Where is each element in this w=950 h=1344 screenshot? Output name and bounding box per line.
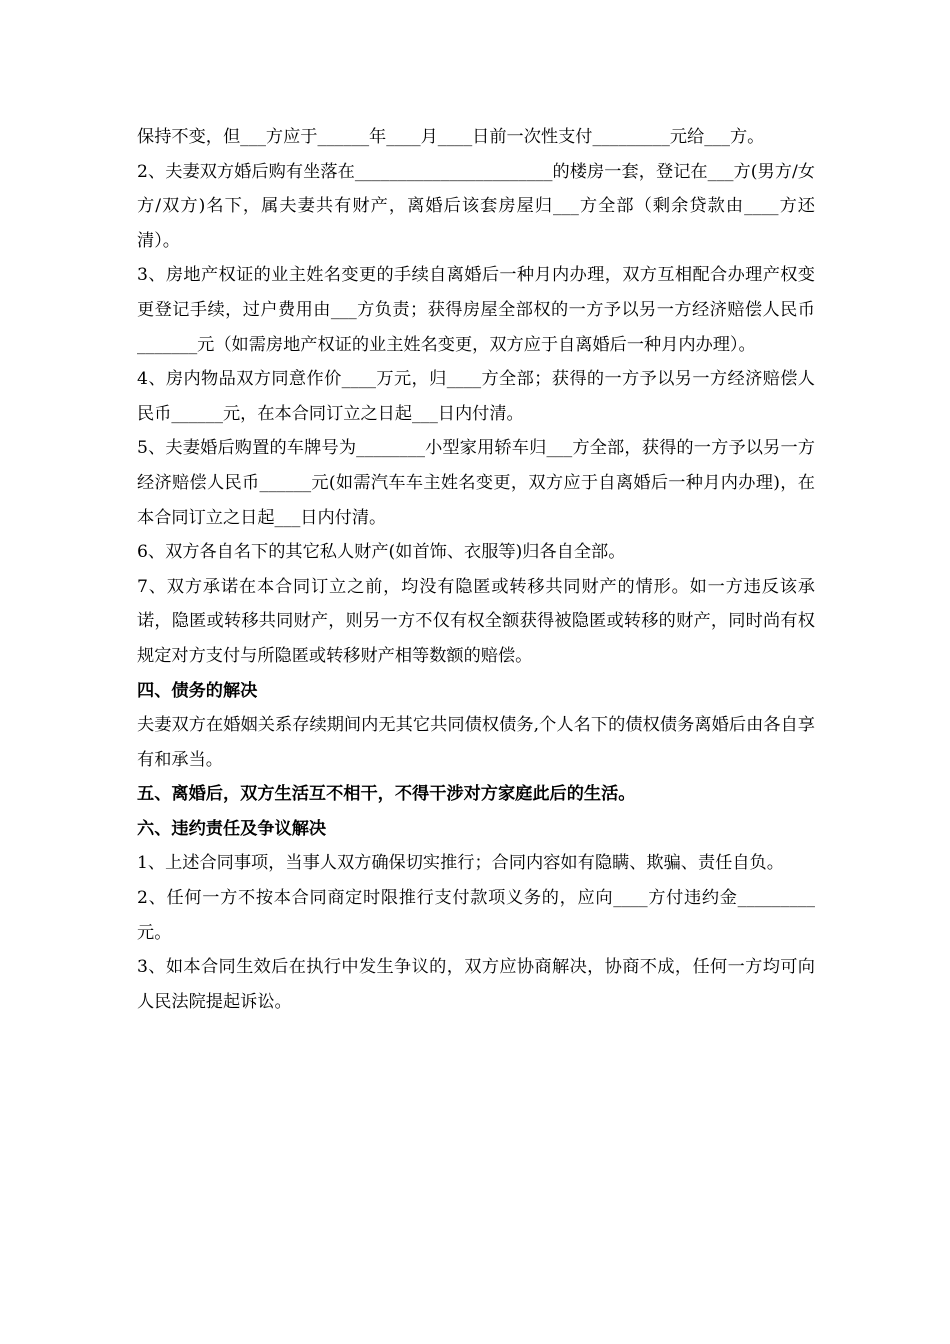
paragraph-liability-2: 2、任何一方不按本合同商定时限推行支付款项义务的，应向____方付违约金_________元。 bbox=[137, 888, 815, 943]
paragraph-item-4-household-items: 4、房内物品双方同意作价____万元，归____方全部；获得的一方予以另一方经济赔偿人民币______元，在本合同订立之日起___日内付清。 bbox=[137, 369, 815, 424]
paragraph-item-2-house: 2、夫妻双方婚后购有坐落在_______________________的楼房一套，登记在___方(男方/女方/双方)名下，属夫妻共有财产，离婚后该套房屋归___方全部（剩余贷款由____方还清）。 bbox=[137, 161, 815, 251]
paragraph-liability-1: 1、上述合同事项，当事人双方确保切实推行；合同内容如有隐瞒、欺骗、责任自负。 bbox=[137, 853, 784, 874]
paragraph-liability-3: 3、如本合同生效后在执行中发生争议的，双方应协商解决，协商不成，任何一方均可向人民法院提起诉讼。 bbox=[137, 957, 815, 1012]
paragraph-payment-terms: 保持不变，但___方应于______年____月____日前一次性支付_________元给___方。 bbox=[137, 127, 765, 147]
section-heading-debts: 四、债务的解决 bbox=[137, 680, 258, 701]
paragraph-debts: 夫妻双方在婚姻关系存续期间内无其它共同债权债务,个人名下的债权债务离婚后由各自享有和承当。 bbox=[137, 715, 815, 770]
section-heading-after-divorce: 五、离婚后，双方生活互不相干，不得干涉对方家庭此后的生活。 bbox=[137, 784, 636, 805]
paragraph-item-5-car: 5、夫妻婚后购置的车牌号为________小型家用轿车归___方全部，获得的一方予以另一方经济赔偿人民币______元(如需汽车车主姓名变更，双方应于自离婚后一种月内办理)，在本合同订立之日起___日内付清。 bbox=[137, 438, 815, 528]
section-heading-liability: 六、违约责任及争议解决 bbox=[137, 818, 327, 839]
paragraph-item-7-no-concealment: 7、双方承诺在本合同订立之前，均没有隐匿或转移共同财产的情形。如一方违反该承诺，隐匿或转移共同财产，则另一方不仅有权全额获得被隐匿或转移的财产，同时尚有权规定对方支付与所隐匿或转移财产相等数额的赔偿。 bbox=[137, 576, 815, 666]
document-page bbox=[137, 120, 815, 1019]
paragraph-item-6-personal-property: 6、双方各自名下的其它私人财产(如首饰、衣服等)归各自全部。 bbox=[137, 542, 626, 563]
paragraph-item-3-title-change: 3、房地产权证的业主姓名变更的手续自离婚后一种月内办理，双方互相配合办理产权变更登记手续，过户费用由___方负责；获得房屋全部权的一方予以另一方经济赔偿人民币_______元（如需房地产权证的业主姓名变更，双方应于自离婚后一种月内办理）。 bbox=[137, 265, 815, 355]
